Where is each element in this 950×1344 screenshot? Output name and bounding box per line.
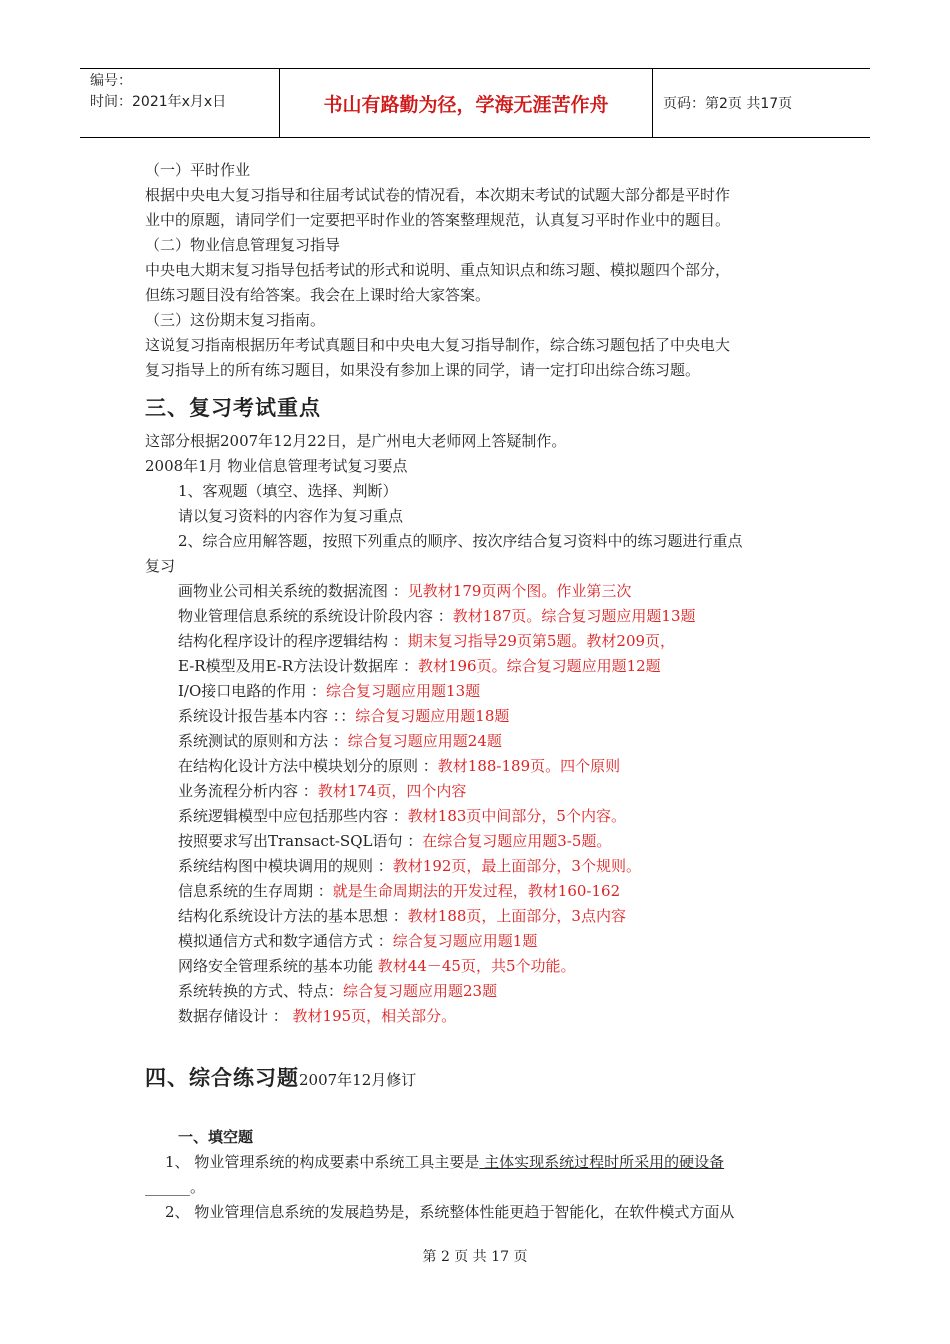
paragraph-line: 这部分根据2007年12月22日，是广州电大老师网上答疑制作。 <box>145 432 567 450</box>
key-point-item: 物业管理信息系统的系统设计阶段内容 ：教材187页。综合复习题应用题13题 <box>178 607 696 625</box>
key-point-item: 按照要求写出Transact-SQL语句 ：在综合复习题应用题3-5题。 <box>178 832 612 850</box>
key-point-item: 画物业公司相关系统的数据流图 ：见教材179页两个图。作业第三次 <box>178 582 632 600</box>
number-label: 编号： <box>90 73 132 89</box>
section-title-4: 四、综合练习题2007年12月修订 <box>145 1066 417 1090</box>
date-label: 时间：2021年x月x日 <box>90 94 227 110</box>
key-point-item: 结构化程序设计的程序逻辑结构 ：期末复习指导29页第5题。教材209页， <box>178 632 676 650</box>
key-point-item: 系统转换的方式、特点：综合复习题应用题23题 <box>178 982 498 1000</box>
paragraph-line: 中央电大期末复习指导包括考试的形式和说明、重点知识点和练习题、模拟题四个部分， <box>145 261 731 279</box>
key-point-item: 系统逻辑模型中应包括那些内容 ：教材183页中间部分，5个内容。 <box>178 807 626 825</box>
paragraph-line: 复习指导上的所有练习题目，如果没有参加上课的同学，请一定打印出综合练习题。 <box>145 361 701 379</box>
comprehensive-item-cont: 复习 <box>145 557 176 575</box>
paragraph-line: 但练习题目没有给答案。我会在上课时给大家答案。 <box>145 286 491 304</box>
question-2: 2、 物业管理信息系统的发展趋势是，系统整体性能更趋于智能化，在软件模式方面从 <box>165 1203 735 1221</box>
fill-in-heading: 一、填空题 <box>178 1128 254 1146</box>
subheading-review: （三）这份期末复习指南。 <box>145 311 326 329</box>
page-footer: 第 2 页 共 17 页 <box>422 1249 528 1265</box>
paragraph-line: 2008年1月 物业信息管理考试复习要点 <box>145 457 408 475</box>
key-point-item: 系统结构图中模块调用的规则 ：教材192页，最上面部分，3个规则。 <box>178 857 641 875</box>
paragraph-line: 根据中央电大复习指导和往届考试试卷的情况看，本次期末考试的试题大部分都是平时作 <box>145 186 731 204</box>
objective-note: 请以复习资料的内容作为复习重点 <box>178 507 404 525</box>
key-point-item: 在结构化设计方法中模块划分的原则 ：教材188-189页。四个原则 <box>178 757 621 775</box>
key-point-item: 业务流程分析内容 ：教材174页，四个内容 <box>178 782 467 800</box>
question-1: 1、 物业管理系统的构成要素中系统工具主要是 主体实现系统过程时所采用的硬设备 <box>165 1153 725 1171</box>
key-point-item: E-R模型及用E-R方法设计数据库 ：教材196页。综合复习题应用题12题 <box>178 657 661 675</box>
key-point-item: 系统设计报告基本内容 ：：综合复习题应用题18题 <box>178 707 510 725</box>
paragraph-line: 这说复习指南根据历年考试真题目和中央电大复习指导制作，综合练习题包括了中央电大 <box>145 336 731 354</box>
header-meta <box>80 69 280 137</box>
key-point-item: 模拟通信方式和数字通信方式 ：综合复习题应用题1题 <box>178 932 538 950</box>
header-page-info: 页码：第2页 共17页 <box>663 96 793 112</box>
key-point-item: 信息系统的生存周期 ：就是生命周期法的开发过程，教材160-162 <box>178 882 621 900</box>
comprehensive-item: 2、综合应用解答题，按照下列重点的顺序、按次序结合复习资料中的练习题进行重点 <box>178 532 743 550</box>
section-subtitle: 2007年12月修订 <box>299 1071 417 1089</box>
subheading-guide: （二）物业信息管理复习指导 <box>145 236 341 254</box>
key-point-item: 系统测试的原则和方法 ：综合复习题应用题24题 <box>178 732 502 750</box>
key-point-item: 网络安全管理系统的基本功能 教材44－45页，共5个功能。 <box>178 957 576 975</box>
subheading-homework: （一）平时作业 <box>145 161 251 179</box>
document-body <box>145 158 815 1225</box>
answer-underlined: 主体实现系统过程时所采用的硬设备 <box>479 1153 725 1171</box>
key-point-item: 结构化系统设计方法的基本思想 ：教材188页，上面部分，3点内容 <box>178 907 626 925</box>
header-motto: 书山有路勤为径，学海无涯苦作舟 <box>280 69 653 137</box>
key-point-item: 数据存储设计 ： 教材195页，相关部分。 <box>178 1007 457 1025</box>
paragraph-line: 业中的原题，请同学们一定要把平时作业的答案整理规范，认真复习平时作业中的题目。 <box>145 211 731 229</box>
key-point-item: I/O接口电路的作用 ：综合复习题应用题13题 <box>178 682 481 700</box>
section-title-3: 三、复习考试重点 <box>145 396 321 420</box>
page-header <box>80 68 870 138</box>
objective-item: 1、客观题（填空、选择、判断） <box>178 482 398 500</box>
question-1-cont: ______。 <box>145 1178 206 1196</box>
